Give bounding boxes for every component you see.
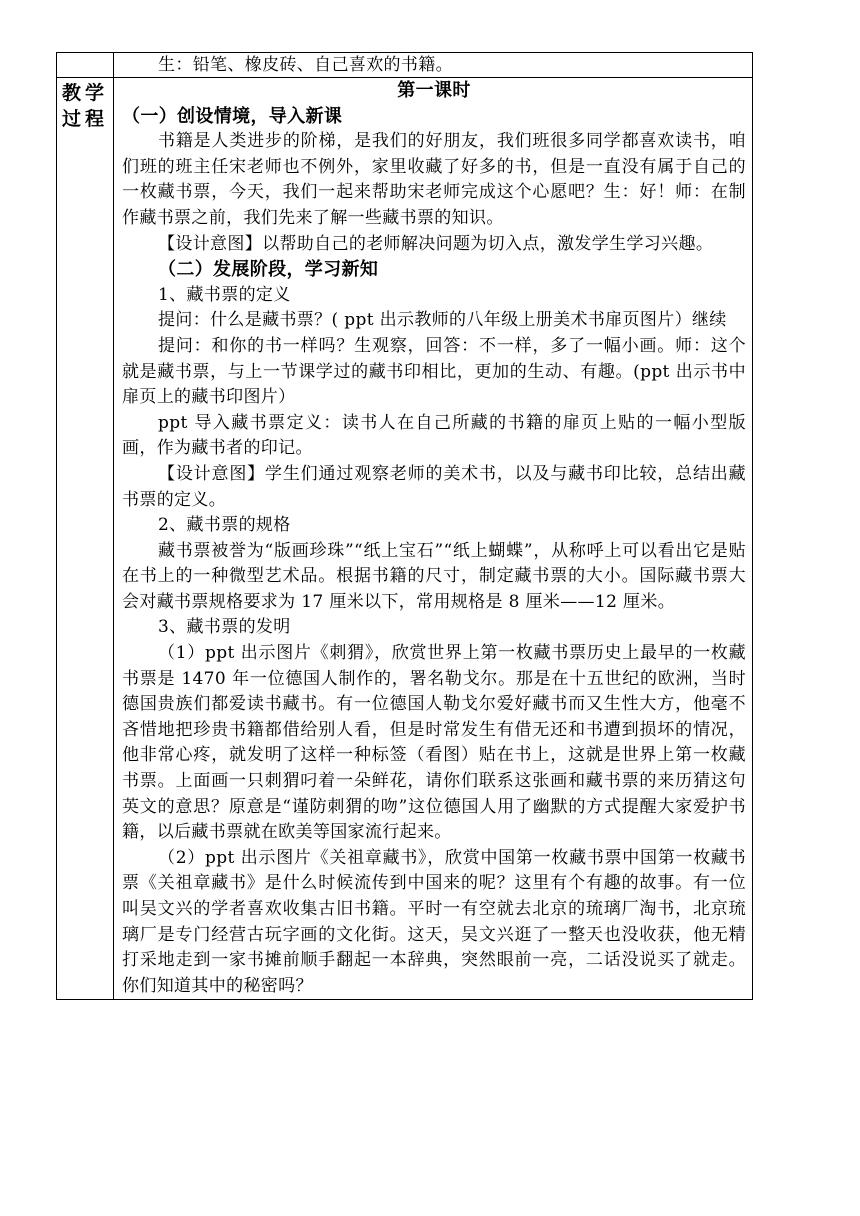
process-content-cell — [114, 78, 753, 1000]
paragraph: 提问：和你的书一样吗？生观察，回答：不一样，多了一幅小画。师：这个就是藏书票，与上一节课学过的藏书印相比，更加的生动、有趣。(ppt 出示书中扉页上的藏书印图片） — [122, 335, 746, 408]
section-label-line1: 教学 — [61, 82, 108, 104]
materials-row — [57, 53, 753, 78]
section-label-line2: 过程 — [61, 108, 108, 130]
paragraph-list — [114, 104, 752, 1000]
paragraph: 1、藏书票的定义 — [158, 284, 291, 305]
lesson-plan-table — [56, 52, 753, 1000]
paragraph: ppt 导入藏书票定义：读书人在自己所藏的书籍的扉页上贴的一幅小型版画，作为藏书者的印记。 — [122, 412, 746, 459]
paragraph: （2）ppt 出示图片《关祖章藏书》，欣赏中国第一枚藏书票中国第一枚藏书票《关祖章藏书》是什么时候流传到中国来的呢？这里有个有趣的故事。有一位叫吴文兴的学者喜欢收集古旧书籍。平时一有空就去北京的琉璃厂淘书，北京琉璃厂是专门经营古玩字画的文化街。这天，吴文兴逛了一整天也没收获，他无精打采地走到一家书摊前顺手翻起一本辞典，突然眼前一亮，二话没说买了就走。你们知道其中的秘密吗？ — [122, 847, 746, 996]
paragraph: 书籍是人类进步的阶梯，是我们的好朋友，我们班很多同学都喜欢读书，咱们班的班主任宋老师也不例外，家里收藏了好多的书，但是一直没有属于自己的一枚藏书票，今天，我们一起来帮助宋老师完成这个心愿吧？生：好！师：在制作藏书票之前，我们先来了解一些藏书票的知识。 — [122, 131, 746, 228]
paragraph: （1）ppt 出示图片《刺猬》，欣赏世界上第一枚藏书票历史上最早的一枚藏书票是 1470 年一位德国人制作的，署名勒戈尔。那是在十五世纪的欧洲，当时德国贵族们都爱读书藏书。有一位德国人勒戈尔爱好藏书而又生性大方，他毫不吝惜地把珍贵书籍都借给别人看，但是时常发生有借无还和书遭到损坏的情况，他非常心疼，就发明了这样一种标签（看图）贴在书上，这就是世界上第一枚藏书票。上面画一只刺猬叼着一朵鲜花，请你们联系这张画和藏书票的来历猜这句英文的意思？原意是“谨防刺猬的吻”这位德国人用了幽默的方式提醒大家爱护书籍，以后藏书票就在欧美等国家流行起来。 — [122, 643, 746, 843]
paragraph: 提问：什么是藏书票？( ppt 出示教师的八年级上册美术书扉页图片）继续 — [158, 310, 727, 331]
empty-label-cell — [57, 53, 114, 78]
paragraph: （二）发展阶段，学习新知 — [158, 259, 379, 281]
paragraph: 3、藏书票的发明 — [158, 617, 291, 638]
section-label-cell — [57, 78, 114, 1000]
lesson-title: 第一课时 — [397, 80, 471, 101]
paragraph: 【设计意图】学生们通过观察老师的美术书，以及与藏书印比较，总结出藏书票的定义。 — [122, 463, 746, 510]
paragraph: （一）创设情境，导入新课 — [122, 105, 343, 127]
process-row — [57, 78, 753, 1000]
materials-cell — [114, 53, 753, 78]
section-label — [57, 78, 113, 132]
paragraph: 【设计意图】以帮助自己的老师解决问题为切入点，激发学生学习兴趣。 — [158, 233, 714, 254]
paragraph: 2、藏书票的规格 — [158, 515, 291, 536]
materials-text: 生：铅笔、橡皮砖、自己喜欢的书籍。 — [158, 55, 453, 75]
paragraph: 藏书票被誉为“版画珍珠”“纸上宝石”“纸上蝴蝶”，从称呼上可以看出它是贴在书上的一种微型艺术品。根据书籍的尺寸，制定藏书票的大小。国际藏书票大会对藏书票规格要求为 17 厘米以下，常用规格是 8 厘米——12 厘米。 — [122, 540, 746, 612]
